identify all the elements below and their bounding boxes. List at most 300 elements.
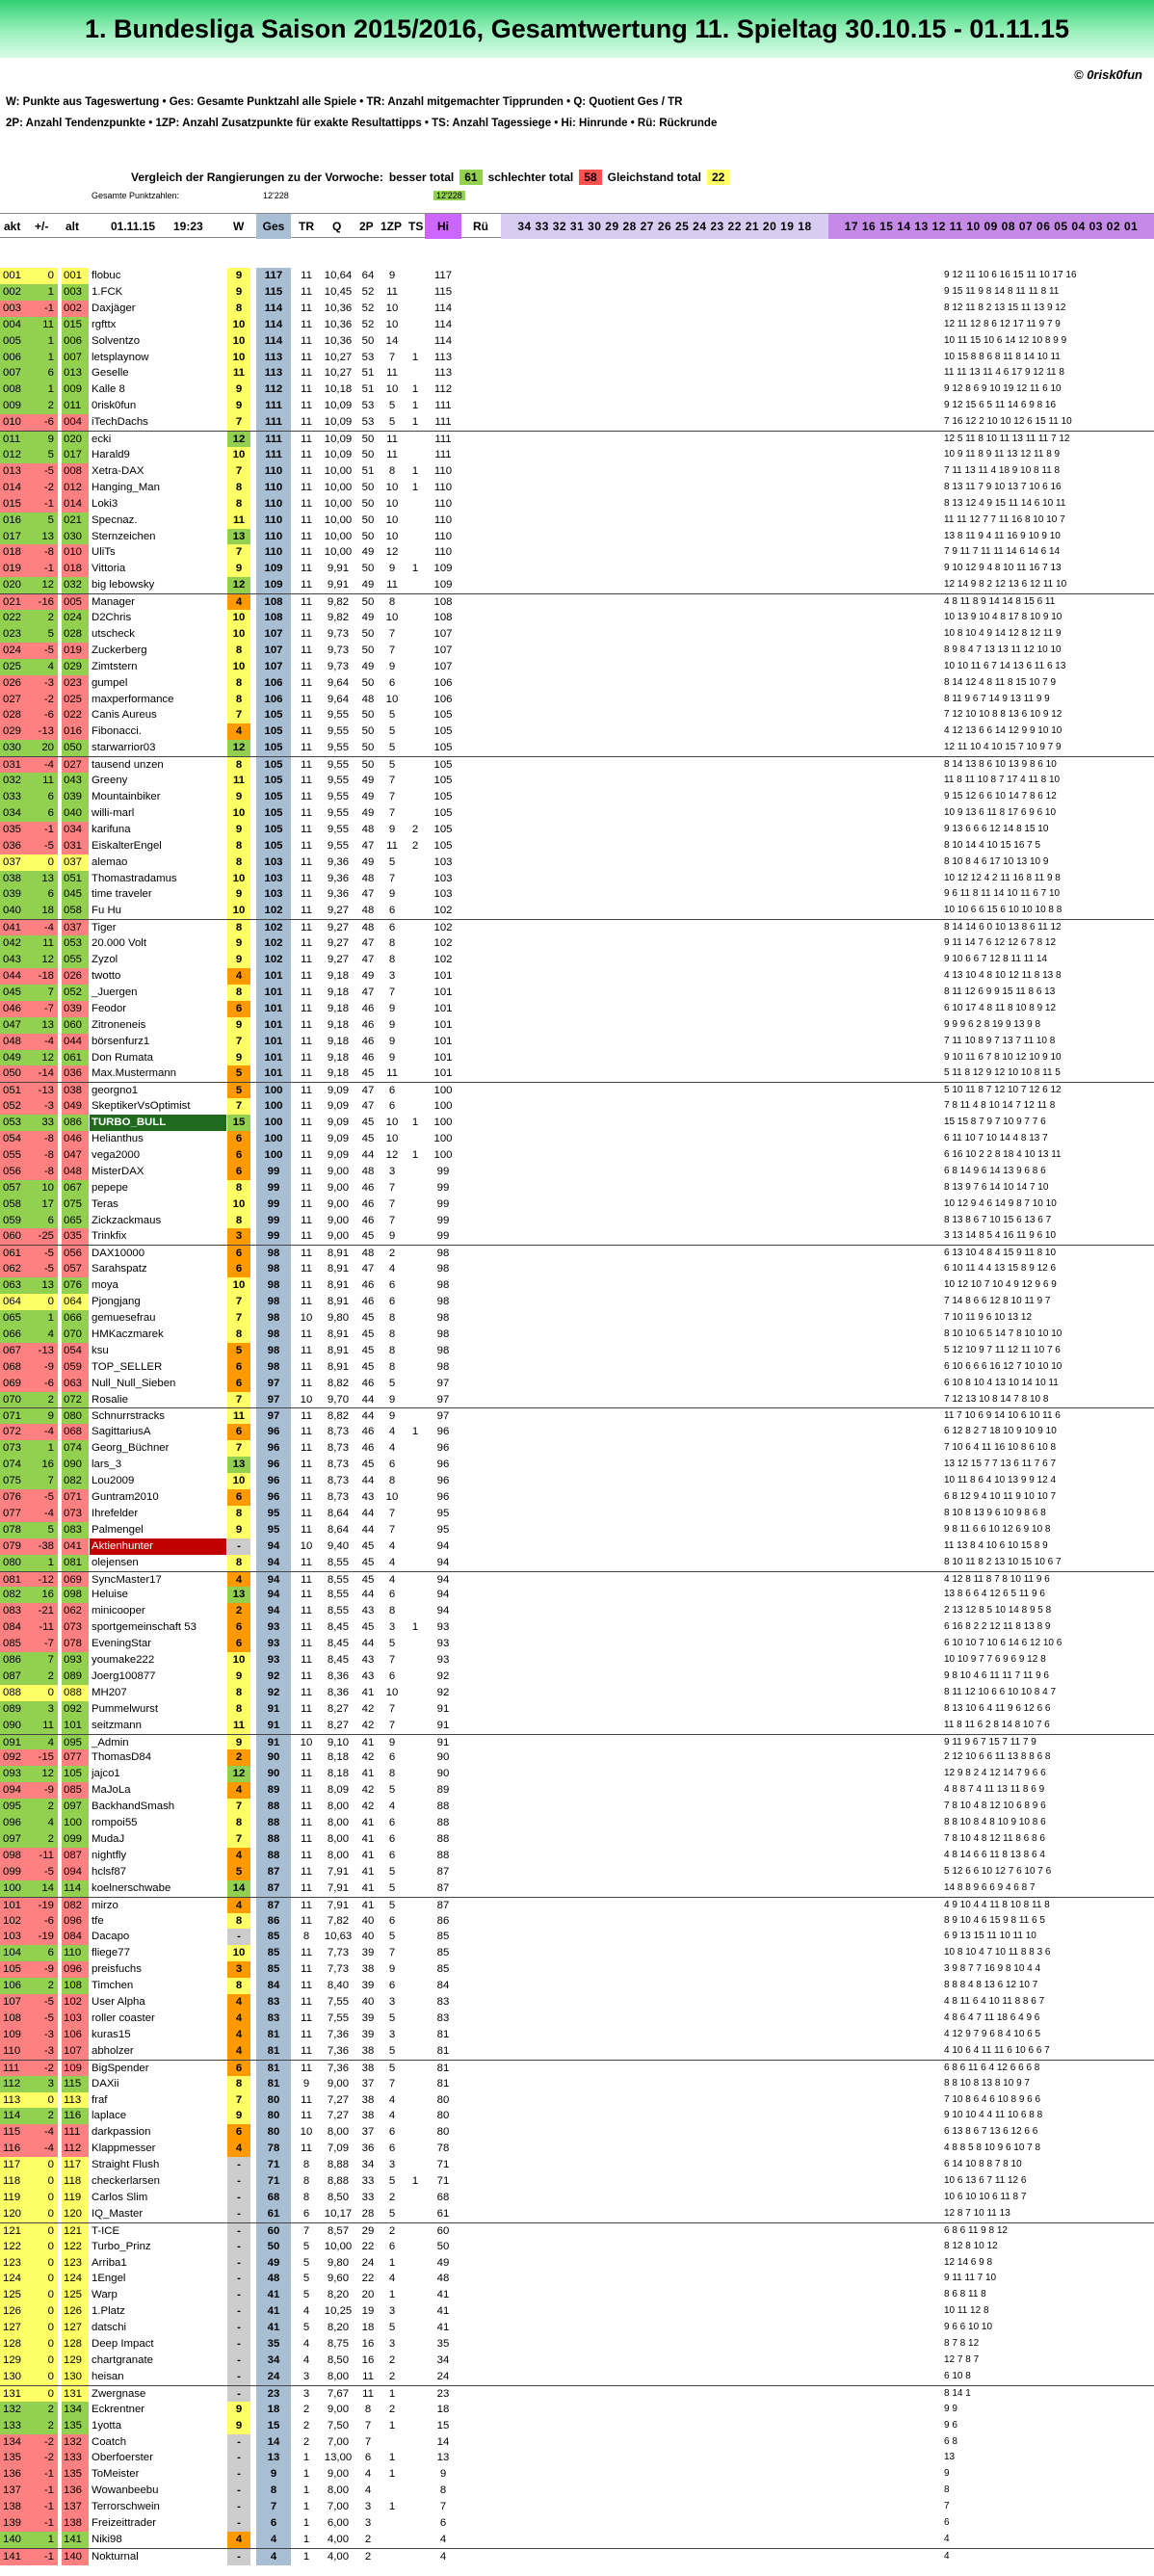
bonus-points: 5 xyxy=(388,1931,396,1943)
day-points: 3 xyxy=(227,1228,250,1245)
first-half: 105 xyxy=(433,742,453,754)
tendency-points: 45 xyxy=(361,1556,375,1568)
matchday-points: 5 10 11 8 7 12 10 7 12 6 12 xyxy=(944,1085,1062,1096)
header-akt: akt xyxy=(4,220,21,233)
day-wins xyxy=(407,1294,423,1310)
rank-current: 127 xyxy=(0,2320,27,2336)
rank-change: -8 xyxy=(27,1147,58,1164)
tendency-points: 43 xyxy=(361,1605,375,1617)
first-half: 110 xyxy=(433,464,453,477)
day-wins xyxy=(407,2402,423,2418)
day-points: 12 xyxy=(227,577,250,593)
matchday-points: 10 11 12 8 xyxy=(944,2305,989,2317)
rank-change: 0 xyxy=(27,2320,58,2336)
rounds: 10 xyxy=(300,1539,313,1552)
first-half: 100 xyxy=(433,1133,453,1145)
first-half: 94 xyxy=(436,1539,450,1552)
legend-line-2: 2P: Anzahl Tendenzpunkte • 1ZP: Anzahl Zusatzpunkte für exakte Resultattipps • TS: Anzahl Tagessiege • Hi: Hinrunde • Rü: Rückrunde xyxy=(6,118,718,129)
first-half: 61 xyxy=(436,2207,450,2220)
day-points: 9 xyxy=(227,1735,250,1751)
matchday-points: 6 8 xyxy=(944,2435,957,2447)
day-points: 8 xyxy=(227,1978,250,1994)
matchday-points: 10 8 10 4 9 14 12 8 12 11 9 xyxy=(944,627,1062,639)
total-points: 114 xyxy=(256,317,291,333)
player-name: Null_Null_Sieben xyxy=(92,1377,176,1389)
tendency-points: 47 xyxy=(361,986,375,998)
day-wins xyxy=(407,1196,423,1213)
total-points: 112 xyxy=(256,381,291,398)
player-name: olejensen xyxy=(92,1556,139,1568)
tendency-points: 48 xyxy=(361,922,375,934)
player-name: Xetra-DAX xyxy=(92,464,144,477)
total-points: 93 xyxy=(256,1636,291,1652)
total-points: 6 xyxy=(256,2515,291,2532)
first-half: 102 xyxy=(433,922,453,934)
rank-previous: 090 xyxy=(62,1457,89,1473)
rank-change: 18 xyxy=(27,903,58,919)
rank-current: 055 xyxy=(0,1147,27,1164)
table-row xyxy=(0,1001,1154,1017)
player-name: georgno1 xyxy=(92,1085,139,1097)
matchday-points: 8 11 12 10 6 6 10 10 8 4 7 xyxy=(944,1686,1057,1697)
tendency-points: 16 xyxy=(361,2338,375,2351)
first-half: 99 xyxy=(436,1214,450,1226)
day-wins xyxy=(407,1669,423,1685)
bonus-points: 6 xyxy=(388,905,396,917)
rank-change: 5 xyxy=(27,626,58,643)
bonus-points: 9 xyxy=(388,1051,396,1064)
first-half: 96 xyxy=(436,1426,450,1438)
first-half: 90 xyxy=(436,1768,450,1780)
day-points: 12 xyxy=(227,1766,250,1782)
tendency-points: 46 xyxy=(361,1181,375,1194)
bonus-points: 7 xyxy=(388,1947,396,1959)
matchday-points: 6 12 8 2 7 18 10 9 10 9 10 xyxy=(944,1426,1057,1437)
rounds: 11 xyxy=(301,513,312,526)
table-row xyxy=(0,2369,1154,2385)
table-row xyxy=(0,2515,1154,2532)
player-name: starwarrior03 xyxy=(92,742,156,754)
table-row xyxy=(0,675,1154,692)
total-points: 99 xyxy=(256,1180,291,1196)
first-half: 105 xyxy=(433,709,453,722)
rank-change: 10 xyxy=(27,1180,58,1196)
rank-previous: 098 xyxy=(62,1587,89,1603)
same-label: Gleichstand total xyxy=(607,171,701,184)
rounds: 11 xyxy=(301,2044,312,2057)
bonus-points: 2 xyxy=(388,2403,396,2415)
matchday-points: 8 11 9 6 7 14 9 13 11 9 9 xyxy=(944,693,1050,704)
player-name: sportgemeinschaft 53 xyxy=(92,1621,197,1634)
total-points: 41 xyxy=(256,2303,291,2320)
total-points: 110 xyxy=(256,513,291,529)
bonus-points: 2 xyxy=(388,2224,396,2237)
tendency-points: 41 xyxy=(361,1865,375,1878)
rank-previous: 043 xyxy=(62,773,89,789)
rank-change: -2 xyxy=(27,480,58,496)
player-name: Feodor xyxy=(92,1002,127,1014)
tendency-points: 11 xyxy=(362,2370,374,2382)
day-wins xyxy=(407,935,423,952)
rank-previous: 054 xyxy=(62,1343,89,1359)
total-points: 105 xyxy=(256,789,291,805)
table-row xyxy=(0,903,1154,919)
tendency-points: 40 xyxy=(361,1931,375,1943)
tendency-points: 45 xyxy=(361,1573,375,1586)
tendency-points: 33 xyxy=(361,2175,375,2188)
bonus-points: 11 xyxy=(386,367,398,380)
bonus-points: 1 xyxy=(388,2387,396,2400)
quotient: 8,82 xyxy=(327,1410,350,1423)
rounds: 11 xyxy=(301,693,312,705)
rank-previous: 029 xyxy=(62,659,89,675)
rounds: 11 xyxy=(301,1344,312,1356)
first-half: 109 xyxy=(433,579,453,591)
player-name: rompoi55 xyxy=(92,1817,138,1829)
total-points: 90 xyxy=(256,1749,291,1766)
table-row xyxy=(0,1147,1154,1164)
quotient: 6,00 xyxy=(327,2517,350,2530)
matchday-points: 6 16 8 2 2 12 11 8 13 8 9 xyxy=(944,1621,1051,1633)
first-half: 114 xyxy=(433,302,453,314)
quotient: 7,36 xyxy=(327,2028,350,2040)
matchday-points: 9 8 11 6 6 10 12 6 9 10 8 xyxy=(944,1523,1051,1535)
rank-change: -4 xyxy=(27,920,58,936)
quotient: 8,36 xyxy=(327,1669,350,1682)
total-points: 81 xyxy=(256,2027,291,2043)
day-points: 8 xyxy=(227,1701,250,1718)
matchday-points: 4 xyxy=(944,2533,950,2544)
rank-current: 079 xyxy=(0,1538,27,1555)
day-wins: 1 xyxy=(411,1621,419,1634)
quotient: 8,40 xyxy=(327,1980,350,1992)
player-name: Dacapo xyxy=(92,1931,130,1943)
quotient: 8,91 xyxy=(327,1344,350,1356)
matchday-points: 9 12 15 6 5 11 14 6 9 8 16 xyxy=(944,400,1057,411)
total-points: 110 xyxy=(256,544,291,561)
bonus-points: 6 xyxy=(388,1833,396,1845)
table-row xyxy=(0,1913,1154,1930)
bonus-points: 7 xyxy=(388,791,396,802)
day-points: 10 xyxy=(227,805,250,822)
day-wins xyxy=(407,1261,423,1277)
tendency-points: 16 xyxy=(361,2354,375,2366)
matchday-points: 6 8 12 9 4 10 11 9 10 10 7 xyxy=(944,1490,1057,1502)
total-points: 101 xyxy=(256,1065,291,1082)
total-points: 110 xyxy=(256,529,291,545)
day-points: 6 xyxy=(227,1147,250,1164)
first-half: 114 xyxy=(433,334,453,347)
first-half: 98 xyxy=(436,1360,450,1373)
quotient: 9,27 xyxy=(327,954,350,966)
bonus-points: 5 xyxy=(388,709,396,722)
day-points: - xyxy=(227,2386,250,2403)
header-w: W xyxy=(233,220,245,233)
rank-current: 057 xyxy=(0,1180,27,1196)
quotient: 9,55 xyxy=(327,823,350,835)
rank-current: 077 xyxy=(0,1506,27,1522)
rank-change: 12 xyxy=(27,1050,58,1066)
matchday-points: 9 10 10 4 4 11 10 6 8 8 xyxy=(944,2110,1043,2121)
day-wins xyxy=(407,968,423,985)
matchday-points: 8 10 8 13 9 6 10 9 8 6 8 xyxy=(944,1507,1046,1518)
day-points: 9 xyxy=(227,1522,250,1538)
bonus-points: 6 xyxy=(388,1459,396,1471)
matchday-points: 4 8 14 6 6 11 8 13 8 6 4 xyxy=(944,1849,1045,1860)
rank-change: 12 xyxy=(27,577,58,593)
quotient: 8,00 xyxy=(327,1817,350,1829)
matchday-points: 11 7 10 6 9 14 10 6 10 11 6 xyxy=(944,1410,1061,1422)
rank-previous: 129 xyxy=(62,2353,89,2369)
rounds: 11 xyxy=(301,1523,312,1536)
player-name: 1.FCK xyxy=(92,285,123,298)
rank-previous: 050 xyxy=(62,740,89,756)
tendency-points: 41 xyxy=(361,1736,375,1748)
rank-current: 033 xyxy=(0,789,27,805)
rounds: 11 xyxy=(301,1360,312,1373)
rank-change: -5 xyxy=(27,2011,58,2027)
first-half: 98 xyxy=(436,1263,450,1275)
rank-previous: 071 xyxy=(62,1489,89,1506)
bonus-points: 7 xyxy=(388,1214,396,1226)
day-wins xyxy=(407,952,423,968)
rounds: 4 xyxy=(302,2354,310,2366)
rank-current: 130 xyxy=(0,2369,27,2385)
header-2p: 2P xyxy=(359,220,374,233)
first-half: 84 xyxy=(436,1980,450,1992)
matchday-points: 11 8 11 6 2 8 14 8 10 7 6 xyxy=(944,1719,1050,1730)
first-half: 85 xyxy=(436,1947,450,1959)
first-half: 106 xyxy=(433,676,453,689)
bonus-points: 3 xyxy=(388,969,396,982)
player-name: Geselle xyxy=(92,367,129,380)
rank-previous: 086 xyxy=(62,1115,89,1131)
day-wins xyxy=(407,2206,423,2222)
rounds: 11 xyxy=(301,1881,312,1894)
rank-previous: 117 xyxy=(62,2157,89,2173)
matchday-points: 4 12 9 7 9 6 8 4 10 6 5 xyxy=(944,2028,1041,2039)
total-points: 60 xyxy=(256,2223,291,2240)
tendency-points: 45 xyxy=(361,1117,375,1129)
day-points: 9 xyxy=(227,1017,250,1034)
player-name: Trinkfix xyxy=(92,1230,127,1243)
first-half: 99 xyxy=(436,1165,450,1177)
matchday-points: 6 14 10 8 8 7 8 10 xyxy=(944,2159,1022,2170)
better-label: besser total xyxy=(388,171,455,184)
day-wins xyxy=(407,1440,423,1457)
table-row xyxy=(0,496,1154,513)
rank-change: -18 xyxy=(27,968,58,985)
rank-previous: 073 xyxy=(62,1506,89,1522)
rank-previous: 111 xyxy=(62,2124,89,2141)
matchday-points: 9 10 11 6 7 8 10 12 10 9 10 xyxy=(944,1051,1062,1063)
day-wins xyxy=(407,1246,423,1262)
player-name: abholzer xyxy=(92,2044,134,2057)
quotient: 10,00 xyxy=(324,481,353,493)
player-name: IQ_Master xyxy=(92,2207,144,2220)
rounds: 11 xyxy=(301,839,312,852)
rank-change: -5 xyxy=(27,643,58,659)
quotient: 7,55 xyxy=(327,2011,350,2024)
rounds: 8 xyxy=(302,1931,310,1943)
rank-current: 122 xyxy=(0,2239,27,2255)
rank-change: 6 xyxy=(27,805,58,822)
rounds: 11 xyxy=(301,334,312,347)
matchday-points: 3 9 8 7 7 16 9 8 10 4 4 xyxy=(944,1963,1041,1975)
player-name: hclsf87 xyxy=(92,1865,127,1878)
total-points: 107 xyxy=(256,643,291,659)
total-points: 93 xyxy=(256,1619,291,1636)
matchday-points: 10 10 11 6 7 14 13 6 11 6 13 xyxy=(944,660,1066,671)
rounds: 11 xyxy=(301,1035,312,1047)
tendency-points: 53 xyxy=(361,416,375,429)
day-wins: 1 xyxy=(411,1426,419,1438)
table-row xyxy=(0,1164,1154,1180)
first-half: 94 xyxy=(436,1589,450,1601)
table-row xyxy=(0,414,1154,431)
total-points: 94 xyxy=(256,1587,291,1603)
rank-current: 018 xyxy=(0,544,27,561)
day-wins xyxy=(407,871,423,887)
total-points: 101 xyxy=(256,1034,291,1050)
rounds: 1 xyxy=(302,2517,310,2530)
rank-change: 1 xyxy=(27,2532,58,2548)
matchday-points: 8 7 8 12 xyxy=(944,2338,980,2350)
player-name: Zyzol xyxy=(92,954,118,966)
bonus-points: 6 xyxy=(388,1751,396,1764)
day-points: 4 xyxy=(227,1848,250,1864)
rank-current: 009 xyxy=(0,398,27,414)
rank-current: 011 xyxy=(0,432,27,448)
day-points: 7 xyxy=(227,1098,250,1115)
tendency-points: 50 xyxy=(361,497,375,510)
table-row xyxy=(0,1327,1154,1343)
rounds: 11 xyxy=(301,759,312,772)
quotient: 7,91 xyxy=(327,1881,350,1894)
day-wins xyxy=(407,1929,423,1945)
matchday-points: 13 8 6 6 4 12 6 5 11 9 6 xyxy=(944,1589,1045,1600)
total-points: 80 xyxy=(256,2108,291,2124)
rounds: 11 xyxy=(301,709,312,722)
matchday-points: 9 15 11 9 8 14 8 11 11 8 11 xyxy=(944,285,1060,297)
matchday-points: 8 8 10 8 13 8 10 9 7 xyxy=(944,2077,1030,2089)
rank-current: 029 xyxy=(0,723,27,740)
player-name: tausend unzen xyxy=(92,759,164,772)
first-half: 80 xyxy=(436,2110,450,2122)
rounds: 11 xyxy=(301,1801,312,1813)
bonus-points xyxy=(379,2515,406,2532)
tendency-points: 47 xyxy=(361,1263,375,1275)
rank-previous: 032 xyxy=(62,577,89,593)
rounds: 11 xyxy=(301,1654,312,1667)
rank-current: 058 xyxy=(0,1196,27,1213)
table-row xyxy=(0,463,1154,480)
first-half: 101 xyxy=(433,969,453,982)
day-points: 8 xyxy=(227,757,250,774)
first-half: 114 xyxy=(433,318,453,330)
rank-current: 015 xyxy=(0,496,27,513)
tendency-points: 39 xyxy=(361,2011,375,2024)
rank-change: -15 xyxy=(27,1749,58,1766)
tendency-points: 44 xyxy=(361,1638,375,1650)
rank-change: 20 xyxy=(27,740,58,756)
quotient: 9,82 xyxy=(327,612,350,624)
tendency-points: 52 xyxy=(361,318,375,330)
table-row xyxy=(0,2060,1154,2076)
matchday-points: 12 11 10 4 10 15 7 10 9 7 9 xyxy=(944,742,1062,753)
bonus-points: 5 xyxy=(388,1881,396,1894)
bonus-points: 8 xyxy=(388,1475,396,1487)
tendency-points: 50 xyxy=(361,676,375,689)
total-points: 96 xyxy=(256,1440,291,1457)
day-points: 8 xyxy=(227,1555,250,1571)
rank-change: 6 xyxy=(27,789,58,805)
total-points: 109 xyxy=(256,561,291,577)
table-row xyxy=(0,968,1154,985)
rank-previous: 101 xyxy=(62,1718,89,1734)
rank-current: 095 xyxy=(0,1799,27,1815)
table-row xyxy=(0,740,1154,756)
rounds: 11 xyxy=(301,1279,312,1292)
bonus-points: 11 xyxy=(386,579,398,591)
quotient: 10,64 xyxy=(324,270,353,281)
quotient: 8,75 xyxy=(327,2338,350,2351)
first-half: 93 xyxy=(436,1638,450,1650)
matchday-points: 10 12 9 4 6 14 9 8 7 10 10 xyxy=(944,1197,1057,1209)
rank-previous: 068 xyxy=(62,1424,89,1440)
player-name: ToMeister xyxy=(92,2468,140,2481)
rounds: 11 xyxy=(301,612,312,624)
day-points: 3 xyxy=(227,1961,250,1978)
bonus-points: 10 xyxy=(385,612,399,624)
total-points: 94 xyxy=(256,1603,291,1619)
rank-previous: 002 xyxy=(62,301,89,317)
total-points: 88 xyxy=(256,1815,291,1831)
table-row xyxy=(0,1359,1154,1376)
table-row xyxy=(0,2303,1154,2320)
total-points: 7 xyxy=(256,2499,291,2515)
rank-previous: 103 xyxy=(62,2011,89,2027)
quotient: 9,55 xyxy=(327,839,350,852)
tendency-points: 41 xyxy=(361,1833,375,1845)
day-points: 4 xyxy=(227,2532,250,2548)
rank-change: -4 xyxy=(27,1506,58,1522)
bonus-points: 6 xyxy=(388,1980,396,1992)
rank-change: -2 xyxy=(27,2434,58,2451)
first-half: 35 xyxy=(436,2338,450,2351)
table-row xyxy=(0,789,1154,805)
day-wins xyxy=(407,1636,423,1652)
rank-change: -13 xyxy=(27,1083,58,1099)
table-row xyxy=(0,1457,1154,1473)
day-wins xyxy=(407,2483,423,2499)
matchday-points: 5 11 8 12 9 12 10 10 8 11 5 xyxy=(944,1067,1061,1079)
total-points: 81 xyxy=(256,2061,291,2077)
day-points: - xyxy=(227,2466,250,2483)
table-row xyxy=(0,2418,1154,2434)
rank-current: 082 xyxy=(0,1587,27,1603)
rank-change: 2 xyxy=(27,1669,58,1685)
first-half: 102 xyxy=(433,954,453,966)
first-half: 115 xyxy=(433,285,453,298)
first-half: 97 xyxy=(436,1377,450,1389)
player-name: chartgranate xyxy=(92,2354,153,2366)
bonus-points: 7 xyxy=(388,1654,396,1667)
table-row xyxy=(0,1440,1154,1457)
bonus-points: 8 xyxy=(388,937,396,950)
tendency-points: 22 xyxy=(361,2273,375,2285)
matchday-points: 7 10 8 6 4 6 10 8 9 6 6 xyxy=(944,2093,1041,2105)
